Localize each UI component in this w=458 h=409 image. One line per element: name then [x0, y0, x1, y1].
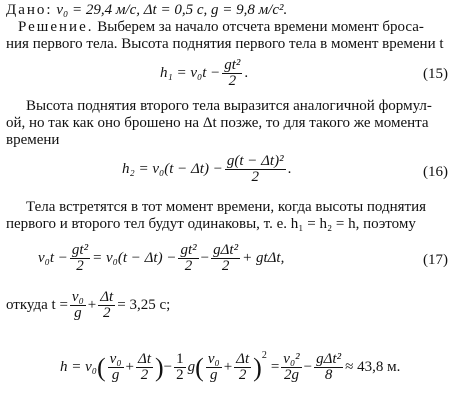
h-f1-num: v₀ [109, 351, 122, 367]
eq17-a: v₀t − [38, 250, 68, 266]
given-values: v₀ = 29,4 м/с, Δt = 0,5 с, g = 9,8 м/с². [56, 2, 288, 18]
t-f1-den: g [74, 305, 82, 321]
h-eq: = [270, 359, 280, 375]
paren-close-1: ) [155, 352, 164, 382]
para2-line-3: времени [6, 132, 60, 148]
h-f7-den: 8 [324, 367, 333, 383]
para3-line-1: Тела встретятся в тот момент времени, когда высоты поднятия [26, 199, 427, 215]
h-minus: − [163, 359, 173, 375]
eq17-f3-den: 2 [221, 258, 230, 274]
eq17-f2-den: 2 [184, 258, 193, 274]
eq15-frac-num: gt² [224, 57, 241, 73]
t-frac-1 [70, 290, 86, 321]
eq16-frac-den: 2 [251, 169, 259, 185]
h-f4-num: v₀ [207, 351, 220, 367]
h-frac-5 [234, 352, 251, 383]
equation-16 [122, 154, 291, 185]
h-f1-den: g [111, 367, 120, 383]
solution-intro-line-1 [6, 19, 452, 36]
solution-label: Решение. [18, 19, 94, 35]
solution-intro-1: Выберем за начало отсчета времени момент броса- [93, 19, 424, 35]
eq15-frac-den: 2 [228, 73, 237, 89]
h-line-a: h = v₀ [60, 359, 97, 375]
eq15-number: (15) [423, 66, 448, 82]
para2-line-2: ой, но так как оно брошено на Δt позже, то для такого же момента [6, 115, 429, 131]
eq16-frac-num: g(t − Δt)² [226, 153, 284, 169]
eq17-frac-3 [211, 243, 240, 274]
h-f5-den: 2 [238, 367, 247, 383]
eq17-f1-num: gt² [71, 242, 89, 258]
t-f2-den: 2 [102, 305, 111, 321]
h-f2-num: Δt [138, 351, 151, 367]
eq17-f2-num: gt² [180, 242, 197, 258]
eq17-f1-den: 2 [76, 258, 84, 274]
h-frac-4 [206, 352, 222, 383]
h-f6-den: 2g [283, 367, 299, 383]
t-f1-num: v₀ [71, 289, 84, 305]
eq16-lhs: h₂ = v₀(t − Δt) − [122, 161, 223, 177]
t-line-b: + [87, 297, 97, 313]
h-f3-num: 1 [176, 351, 184, 367]
para2-line-1: Высота поднятия второго тела выразится аналогичной формул- [26, 98, 432, 114]
eq16-number: (16) [423, 164, 448, 180]
eq15-fraction [222, 58, 242, 89]
h-frac-6 [281, 352, 301, 383]
eq17-f3-num: gΔt² [213, 242, 239, 258]
h-minus-2: − [303, 359, 313, 375]
para3-line-2: первого и второго тел будут одинаковы, т. е. h₁ = h₂ = h, поэтому [6, 216, 416, 232]
t-solution-line [6, 290, 170, 321]
h-f7-num: gΔt² [316, 351, 342, 367]
eq15-lhs: h₁ = v₀t − [160, 65, 221, 81]
h-frac-2 [136, 352, 153, 383]
h-frac-3 [174, 352, 186, 383]
equation-17 [38, 243, 284, 274]
eq16-end: . [287, 161, 292, 177]
eq17-frac-1 [70, 243, 90, 274]
eq17-d: + gtΔt, [242, 250, 285, 266]
h-f4-den: g [210, 367, 218, 383]
h-f5-num: Δt [236, 351, 250, 367]
t-line-a: откуда t = [6, 297, 68, 313]
paren-close-2: ) [253, 352, 262, 382]
eq17-b: = v₀(t − Δt) − [92, 250, 177, 266]
h-frac-7 [314, 352, 343, 383]
h-solution-line: h = v₀ ( $\frac{\text{v₀}}{g}$ + $\frac{\Delta t}{2}$ ) − $\frac{1}{2}$ g ( $\frac{\text{v₀}}{g}$ + $\frac{\Delta t}{2}$ ) $^2$ = $\frac{\text{v₀²}}{2g}$ − $\frac{\text{gΔt²}}{8}$ ≈ 43,8 м. [60, 349, 401, 383]
h-frac-1 [108, 352, 124, 383]
paren-open-1: ( [97, 352, 106, 382]
h-plus-2: + [223, 359, 233, 375]
h-f2-den: 2 [140, 367, 149, 383]
equation-15 [160, 58, 248, 89]
h-plus-1: + [125, 359, 135, 375]
t-f2-num: Δt [100, 289, 114, 305]
paren-open-2: ( [195, 352, 204, 382]
h-result: ≈ 43,8 м. [345, 359, 401, 375]
eq17-c: − [200, 250, 210, 266]
h-f3-den: 2 [176, 367, 184, 383]
solution-intro-line-2: ния первого тела. Высота поднятия первого тела в момент времени t [6, 36, 444, 52]
eq17-frac-2 [178, 243, 198, 274]
eq17-number: (17) [423, 252, 448, 268]
h-g: g [187, 359, 196, 375]
t-line-c: = 3,25 с; [117, 297, 171, 313]
eq15-end: . [244, 65, 249, 81]
h-f6-num: v₀² [283, 351, 300, 367]
eq16-fraction [225, 154, 286, 185]
given-label: Дано: [6, 2, 53, 18]
t-frac-2 [98, 290, 115, 321]
given-line [6, 2, 452, 19]
